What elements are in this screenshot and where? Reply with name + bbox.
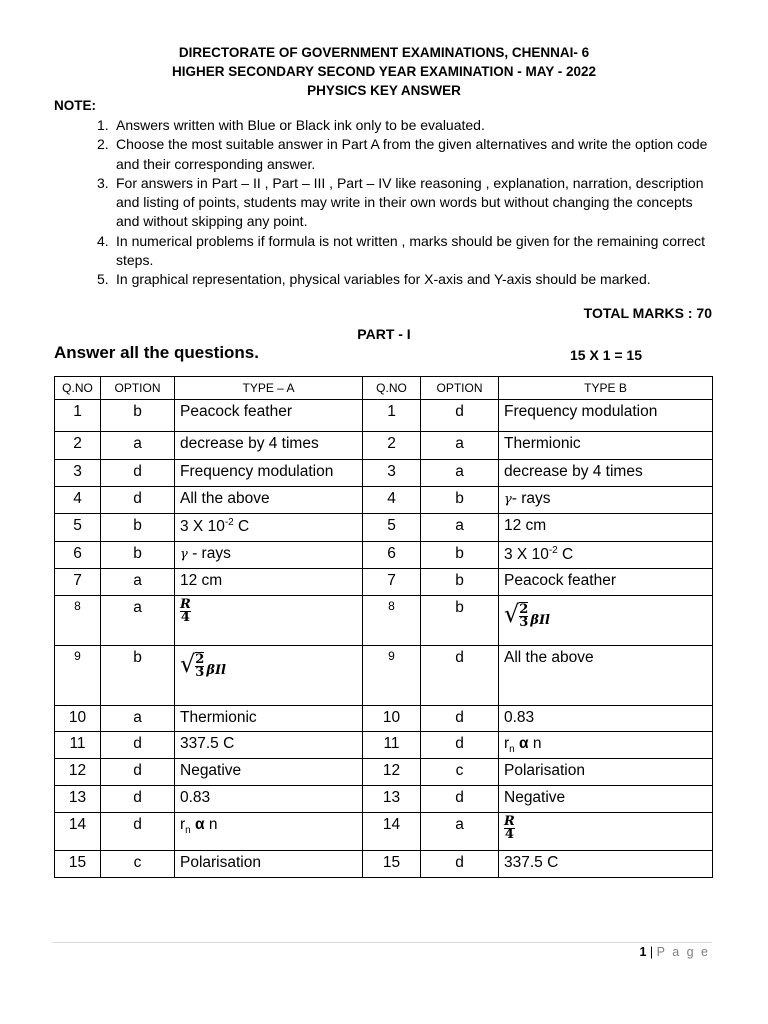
answer-b: All the above: [499, 646, 713, 706]
note-item: 3. For answers in Part – II , Part – III , Part – IV like reasoning , explanation, narration, description and listing of points, students may write in their own words but without changing the concepts and without skipping any point.: [97, 174, 704, 230]
gamma-rays-text: - rays: [187, 545, 231, 562]
option-a: d: [101, 732, 175, 759]
charge-unit: C: [233, 518, 250, 536]
option-a: b: [101, 542, 175, 569]
option-a: b: [101, 400, 175, 432]
charge-exponent: -2: [224, 517, 234, 528]
option-b: d: [421, 646, 499, 706]
charge-exponent: -2: [548, 545, 558, 556]
option-b: d: [421, 786, 499, 813]
answer-b: [499, 813, 713, 851]
table-row: [55, 732, 713, 759]
option-a: a: [101, 569, 175, 596]
qno-b: 1: [363, 400, 421, 432]
option-b: a: [421, 432, 499, 460]
qno-a: 3: [55, 460, 101, 487]
qno-b: 2: [363, 432, 421, 460]
r-symbol: r: [504, 735, 510, 752]
qno-a: 2: [55, 432, 101, 460]
qno-a: 4: [55, 487, 101, 514]
page-footer: [639, 945, 710, 959]
r-symbol: r: [180, 816, 186, 833]
table-row: [55, 460, 713, 487]
qno-a: 11: [55, 732, 101, 759]
fraction-r-over-4: $\frac{R}{4}$: [504, 814, 515, 842]
answer-a: [175, 596, 363, 646]
header-qno-b: Q.NO: [363, 377, 421, 400]
header-line-3: PHYSICS KEY ANSWER: [307, 83, 461, 98]
option-b: a: [421, 460, 499, 487]
answer-b: Negative: [499, 786, 713, 813]
answer-b: [499, 596, 713, 646]
instruction: Answer all the questions.: [54, 343, 259, 362]
qno-a: 6: [55, 542, 101, 569]
footer-divider: [52, 942, 712, 943]
option-a: c: [101, 851, 175, 878]
qno-b: 14: [363, 813, 421, 851]
qno-a: 13: [55, 786, 101, 813]
answer-a: [175, 646, 363, 706]
qno-b: 5: [363, 514, 421, 542]
qno-b: 8: [363, 596, 421, 646]
document-header: [0, 43, 768, 100]
header-qno-a: Q.NO: [55, 377, 101, 400]
answer-a: Thermionic: [175, 706, 363, 732]
answer-b: decrease by 4 times: [499, 460, 713, 487]
table-row: [55, 646, 713, 706]
answer-a: Polarisation: [175, 851, 363, 878]
qno-b: 12: [363, 759, 421, 786]
answer-a: [175, 813, 363, 851]
gamma-symbol: γ: [180, 547, 188, 562]
table-row: [55, 514, 713, 542]
n-subscript: n: [509, 744, 515, 756]
table-row: [55, 706, 713, 732]
option-b: d: [421, 400, 499, 432]
total-marks: TOTAL MARKS : 70: [583, 305, 712, 321]
qno-b: 9: [363, 646, 421, 706]
part-title: PART - I: [357, 326, 411, 342]
qno-a: 14: [55, 813, 101, 851]
qno-b: 10: [363, 706, 421, 732]
alpha-symbol: α: [195, 816, 205, 833]
qno-b: 6: [363, 542, 421, 569]
option-b: d: [421, 706, 499, 732]
answer-key-table: [54, 376, 713, 878]
qno-a: 12: [55, 759, 101, 786]
table-row: [55, 542, 713, 569]
qno-a: 10: [55, 706, 101, 732]
page-separator: |: [646, 945, 657, 959]
alpha-symbol: α: [519, 735, 529, 752]
answer-b: Peacock feather: [499, 569, 713, 596]
sqrt-expression: √ 2 3 βIl: [180, 650, 226, 680]
option-b: a: [421, 813, 499, 851]
table-row: [55, 487, 713, 514]
gamma-symbol: γ: [504, 492, 512, 507]
answer-b: Thermionic: [499, 432, 713, 460]
qno-a: 7: [55, 569, 101, 596]
table-row: [55, 813, 713, 851]
option-a: a: [101, 432, 175, 460]
gamma-rays-text: - rays: [511, 490, 551, 507]
qno-a: 15: [55, 851, 101, 878]
option-b: d: [421, 732, 499, 759]
note-label: NOTE:: [54, 98, 96, 113]
fraction-r-over-4: $\frac{R}{4}$: [180, 597, 191, 625]
option-b: a: [421, 514, 499, 542]
page-word: P a g e: [656, 945, 710, 959]
table-row: [55, 786, 713, 813]
option-a: a: [101, 706, 175, 732]
n-subscript: n: [185, 825, 191, 837]
header-type-a: TYPE – A: [175, 377, 363, 400]
answer-b: Polarisation: [499, 759, 713, 786]
header-option-a: OPTION: [101, 377, 175, 400]
table-row: [55, 569, 713, 596]
option-b: d: [421, 851, 499, 878]
table-row: [55, 596, 713, 646]
n-symbol: n: [204, 816, 218, 833]
qno-b: 15: [363, 851, 421, 878]
table-row: [55, 432, 713, 460]
option-b: c: [421, 759, 499, 786]
qno-a: 8: [55, 596, 101, 646]
answer-b: [499, 487, 713, 514]
qno-b: 11: [363, 732, 421, 759]
charge-unit: C: [557, 546, 574, 564]
table-row: [55, 851, 713, 878]
charge-base: 3 X 10: [504, 546, 549, 564]
answer-b: Frequency modulation: [499, 400, 713, 432]
option-a: b: [101, 514, 175, 542]
option-a: b: [101, 646, 175, 706]
qno-a: 9: [55, 646, 101, 706]
table-header-row: [55, 377, 713, 400]
option-b: b: [421, 569, 499, 596]
note-item: 4. In numerical problems if formula is not written , marks should be given for the remaining correct steps.: [97, 232, 706, 269]
option-a: d: [101, 786, 175, 813]
answer-a: Frequency modulation: [175, 460, 363, 487]
option-a: a: [101, 596, 175, 646]
qno-b: 7: [363, 569, 421, 596]
answer-b: [499, 542, 713, 569]
option-a: d: [101, 460, 175, 487]
notes-list: [97, 116, 717, 290]
answer-a: [175, 542, 363, 569]
table-row: [55, 400, 713, 432]
answer-b: 12 cm: [499, 514, 713, 542]
note-item: 2. Choose the most suitable answer in Part A from the given alternatives and write the option code and their corresponding answer.: [97, 136, 708, 172]
header-type-b: TYPE B: [499, 377, 713, 400]
option-a: d: [101, 759, 175, 786]
qno-b: 3: [363, 460, 421, 487]
header-option-b: OPTION: [421, 377, 499, 400]
option-b: b: [421, 542, 499, 569]
qno-a: 1: [55, 400, 101, 432]
answer-b: [499, 732, 713, 759]
note-item: 5. In graphical representation, physical variables for X-axis and Y-axis should be marked.: [97, 271, 651, 288]
answer-a: decrease by 4 times: [175, 432, 363, 460]
marks-formula: 15 X 1 = 15: [570, 347, 643, 363]
qno-a: 5: [55, 514, 101, 542]
note-item: 1. Answers written with Blue or Black ink only to be evaluated.: [97, 117, 485, 133]
n-symbol: n: [528, 735, 542, 752]
qno-b: 4: [363, 487, 421, 514]
option-b: b: [421, 596, 499, 646]
sqrt-expression: √ 2 3 βIl: [504, 600, 550, 630]
answer-a: Negative: [175, 759, 363, 786]
answer-a: All the above: [175, 487, 363, 514]
answer-b: 0.83: [499, 706, 713, 732]
answer-a: [175, 514, 363, 542]
answer-a: 337.5 C: [175, 732, 363, 759]
answer-a: Peacock feather: [175, 400, 363, 432]
answer-a: 12 cm: [175, 569, 363, 596]
option-a: d: [101, 487, 175, 514]
header-line-1: DIRECTORATE OF GOVERNMENT EXAMINATIONS, CHENNAI- 6: [178, 45, 590, 60]
option-b: b: [421, 487, 499, 514]
charge-base: 3 X 10: [180, 518, 225, 536]
answer-b: 337.5 C: [499, 851, 713, 878]
answer-a: 0.83: [175, 786, 363, 813]
page-number: 1: [639, 945, 647, 959]
option-a: d: [101, 813, 175, 851]
qno-b: 13: [363, 786, 421, 813]
table-row: [55, 759, 713, 786]
header-line-2: HIGHER SECONDARY SECOND YEAR EXAMINATION - MAY - 2022: [171, 64, 597, 79]
